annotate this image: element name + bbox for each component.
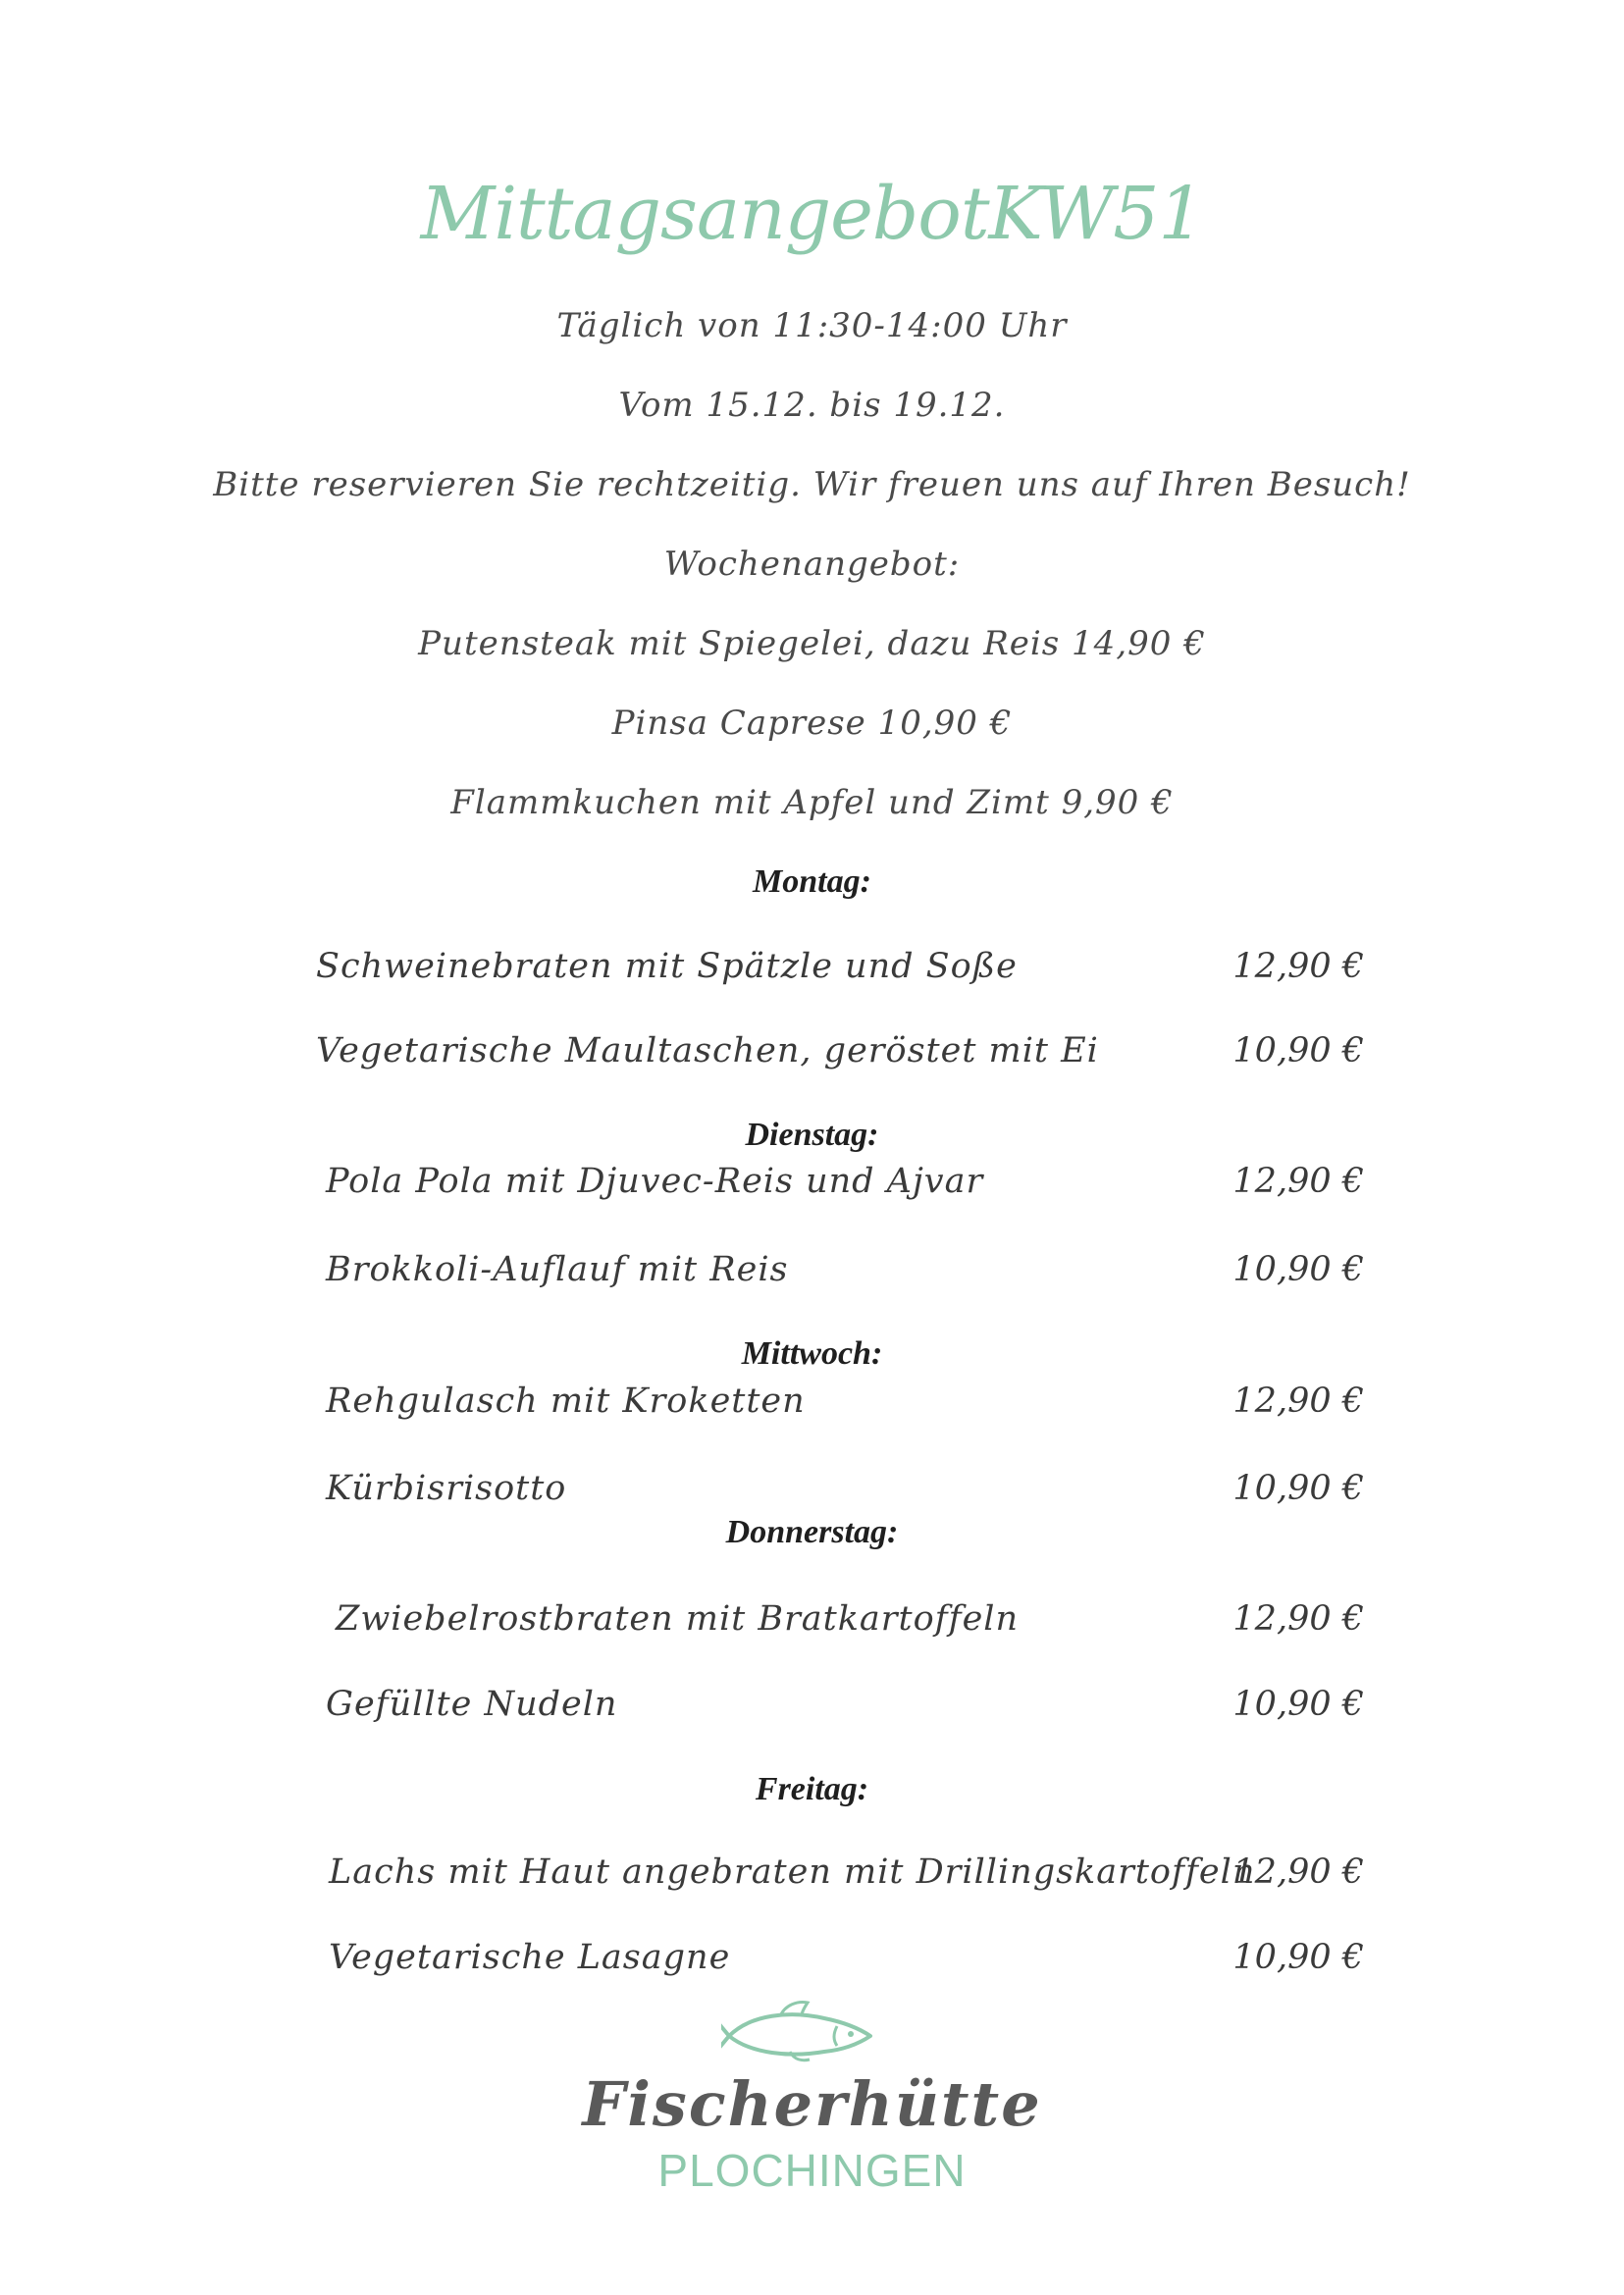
dish-name: Zwiebelrostbraten mit Bratkartoffeln	[336, 1599, 1020, 1639]
dish-price: 10,90 €	[1232, 1250, 1364, 1289]
dish-name: Schweinebraten mit Spätzle und Soße	[316, 947, 1018, 986]
opening-hours: Täglich von 11:30-14:00 Uhr	[556, 306, 1068, 345]
reservation-note: Bitte reservieren Sie rechtzeitig. Wir freuen uns auf Ihren Besuch!	[213, 465, 1411, 504]
day-heading-thursday: Donnerstag:	[725, 1514, 899, 1550]
dish-price: 12,90 €	[1232, 1382, 1364, 1421]
dish-price: 12,90 €	[1232, 1599, 1364, 1639]
logo-place: PLOCHINGEN	[657, 2145, 967, 2196]
dish-name: Pola Pola mit Djuvec-Reis und Ajvar	[326, 1162, 984, 1201]
dish-price: 10,90 €	[1232, 1031, 1364, 1070]
dish-price: 10,90 €	[1232, 1685, 1364, 1724]
weekly-item: Pinsa Caprese 10,90 €	[611, 704, 1013, 743]
logo-name: Fischerhütte	[582, 2068, 1042, 2140]
day-heading-friday: Freitag:	[755, 1771, 869, 1807]
dish-name: Vegetarische Maultaschen, geröstet mit Ei	[316, 1031, 1099, 1070]
day-heading-monday: Montag:	[753, 863, 871, 900]
dish-price: 10,90 €	[1232, 1469, 1364, 1508]
dish-name: Rehgulasch mit Kroketten	[326, 1382, 806, 1421]
dish-name: Vegetarische Lasagne	[329, 1938, 731, 1977]
day-heading-tuesday: Dienstag:	[745, 1117, 879, 1153]
dish-price: 12,90 €	[1232, 1162, 1364, 1201]
dish-name: Lachs mit Haut angebraten mit Drillingskartoffeln	[329, 1852, 1256, 1892]
weekly-item: Putensteak mit Spiegelei, dazu Reis 14,90 €	[418, 624, 1206, 663]
dish-price: 10,90 €	[1232, 1938, 1364, 1977]
date-range: Vom 15.12. bis 19.12.	[618, 386, 1006, 425]
dish-name: Gefüllte Nudeln	[326, 1685, 618, 1724]
dish-price: 12,90 €	[1232, 947, 1364, 986]
dish-name: Kürbisrisotto	[326, 1469, 567, 1508]
page-title: MittagsangebotKW51	[420, 172, 1204, 256]
day-heading-wednesday: Mittwoch:	[741, 1335, 883, 1372]
weekly-heading: Wochenangebot:	[663, 545, 961, 584]
dish-price: 12,90 €	[1232, 1852, 1364, 1892]
weekly-item: Flammkuchen mit Apfel und Zimt 9,90 €	[450, 783, 1174, 822]
dish-name: Brokkoli-Auflauf mit Reis	[326, 1250, 789, 1289]
fish-icon	[721, 1997, 883, 2070]
